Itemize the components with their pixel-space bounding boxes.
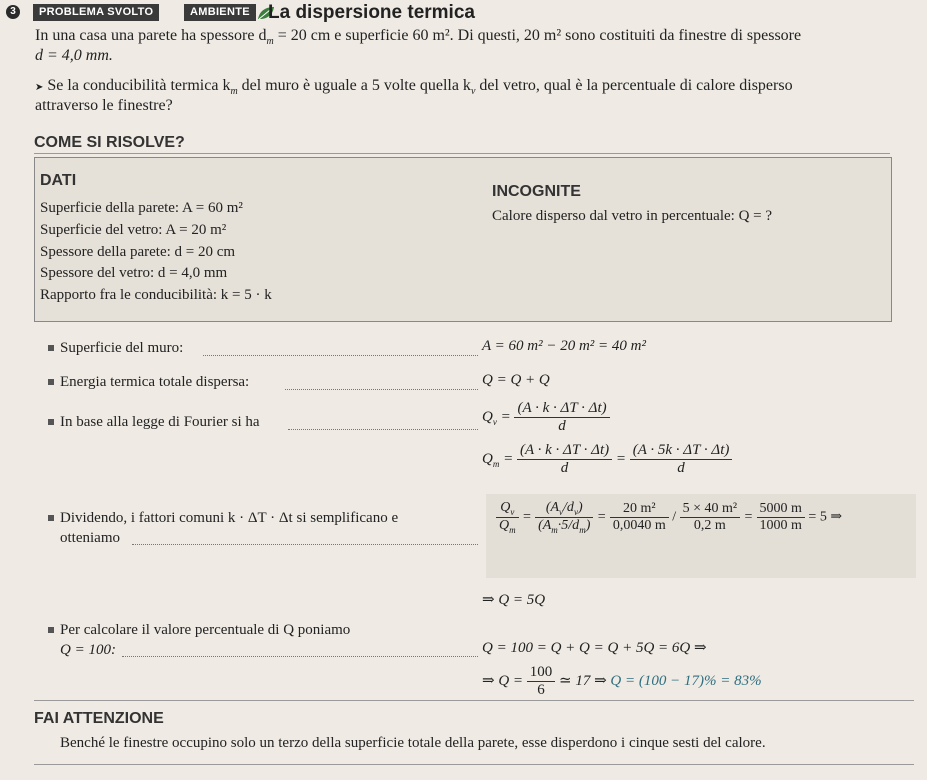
leader-dots [132,543,478,545]
incognite-heading: INCOGNITE [492,183,581,200]
step-label: In base alla legge di Fourier si ha [48,412,260,432]
step-label-line2: otteniamo [60,530,120,546]
problem-number-badge: 3 [6,5,20,19]
divider [34,700,914,701]
problema-svolto-badge: PROBLEMA SVOLTO [33,4,159,21]
step-label: Superficie del muro: [48,338,183,358]
leader-dots [288,428,478,430]
dati-item: Rapporto fra le conducibilità: k = 5 · k [40,287,272,303]
step-formula: A = 60 m² − 20 m² = 40 m² [482,338,646,354]
step-formula: Q = 100 = Q + Q = Q + 5Q = 6Q ⇒ [482,640,707,656]
dati-item: Superficie della parete: A = 60 m² [40,200,243,216]
problem-text-line2: d = 4,0 mm. [35,47,113,64]
incognite-item: Calore disperso dal vetro in percentuale: Q = ? [492,208,773,224]
step-label: Dividendo, i fattori comuni k · ΔT · Δt si semplificano e [48,508,398,528]
leader-dots [122,655,478,657]
attenzione-text: Benché le finestre occupino solo un terzo della superficie totale della parete, esse disperdono i cinque sesti del calore. [60,735,766,751]
dati-item: Spessore della parete: d = 20 cm [40,244,236,260]
howto-heading: COME SI RISOLVE? [34,134,185,151]
divider [34,764,914,765]
step-formula: Q = Q + Q [482,372,550,388]
final-formula: ⇒ Q = $\frac{100}{6}$ ≃ 17 ⇒ Q = (100 − 17)% = 83% [482,664,762,698]
ambiente-badge: AMBIENTE [184,4,256,21]
problem-text: In una casa una parete ha spessore $d_m = 20$ cm e superficie 60 m². Di questi, 20 m² sono costituiti da finestre di spessore [35,27,802,48]
step-label: Energia termica totale dispersa: [48,372,249,392]
ratio-formula: $\frac{Q_v}{Q_m}$ = $\frac{(A_v/d_v)}{(A_m\cdot 5/d_m)}$ = $\frac{\text{20 m²}}{0,0040 m}$ / $\frac{\text{5 × 40 m²}}{0,2 m}$ = $\frac{5000 m}{1000 m}$ = 5 ⇒ [496,500,842,535]
dati-heading: DATI [40,172,77,189]
question-text: ➤ Se la conducibilità termica $k_m$ del muro è uguale a 5 volte quella $k_v$ del vetro, qual è la percentuale di calore disperso [35,77,793,98]
divider [34,153,890,154]
leader-dots [203,354,478,356]
fourier-formula-m: $Q_m$ = $\frac{(A \cdot k \cdot \Delta T \cdot \Delta t)}{d}$ = $\frac{(A \cdot 5k \cdot \Delta T \cdot \Delta t)}{d}$ [482,442,732,477]
step-formula: ⇒ Q = 5Q [482,592,546,608]
step-label: Per calcolare il valore percentuale di Q poniamo [48,620,350,640]
dati-item: Superficie del vetro: A = 20 m² [40,222,227,238]
leader-dots [285,388,478,390]
dati-item: Spessore del vetro: d = 4,0 mm [40,265,228,281]
step-label-line2: Q = 100: [60,642,116,658]
page-title: La dispersione termica [268,2,475,23]
attenzione-heading: FAI ATTENZIONE [34,710,164,727]
fourier-formula-v: $Q_v$ = $\frac{(A \cdot k \cdot \Delta T \cdot \Delta t)}{d}$ [482,400,610,435]
question-text-line2: attraverso le finestre? [35,97,173,114]
